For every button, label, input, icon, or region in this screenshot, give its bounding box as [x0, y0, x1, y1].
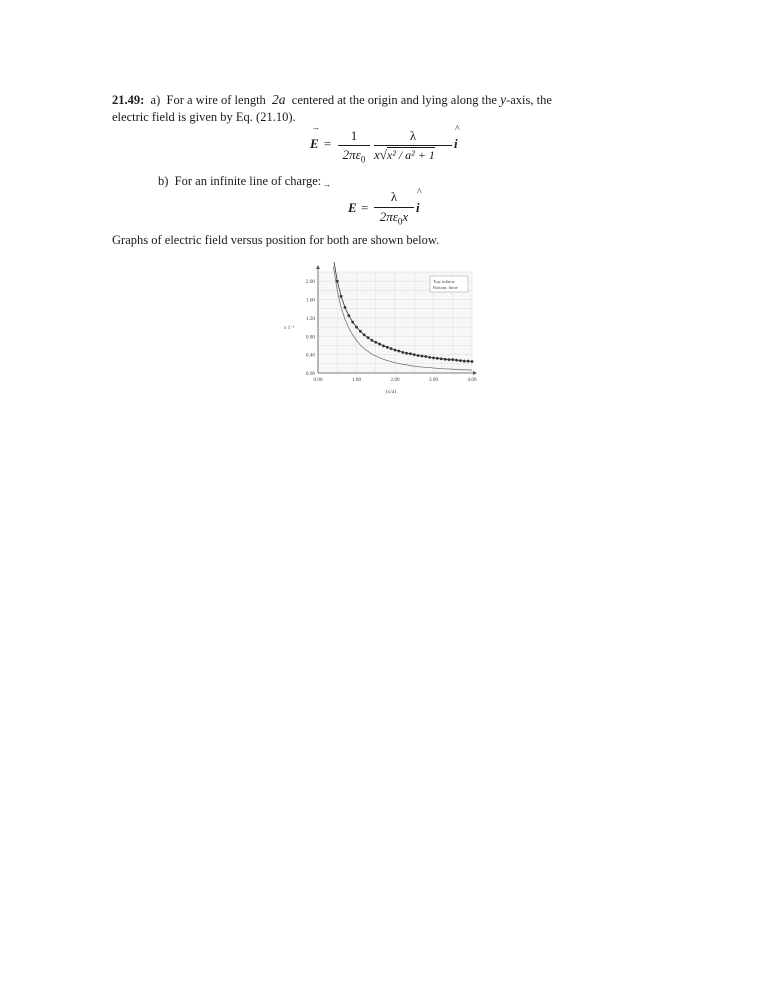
chart-legend	[430, 276, 468, 292]
x-tick-label: 2.00	[390, 377, 400, 383]
frac1-denominator: 2πε	[342, 147, 361, 162]
data-point-infinite	[378, 343, 381, 346]
legend-entry: Bottom: finite	[433, 285, 458, 290]
data-point-infinite	[340, 295, 343, 298]
equals-sign: =	[324, 136, 332, 151]
data-point-infinite	[344, 306, 347, 309]
vector-arrow-2: →	[322, 179, 331, 189]
field-vector-e-2: E	[348, 200, 357, 215]
data-point-infinite	[417, 354, 420, 357]
part-a-label: a)	[150, 93, 161, 107]
data-point-infinite	[367, 336, 370, 339]
legend-entry: Top: infinite	[433, 279, 455, 284]
eq2-numerator: λ	[390, 189, 398, 204]
part-a-paragraph	[112, 91, 652, 126]
y-axis-arrow	[316, 265, 320, 269]
problem-number: 21.49:	[112, 93, 145, 107]
frac2-den-x: x	[374, 147, 380, 162]
data-point-infinite	[444, 358, 447, 361]
data-point-infinite	[394, 349, 397, 352]
data-point-infinite	[436, 357, 439, 360]
part-a-text-post: -axis, the	[506, 93, 552, 107]
x-tick-label: 4.00	[467, 377, 477, 383]
data-point-infinite	[351, 321, 354, 324]
eq2-epsilon-subscript: 0	[397, 216, 403, 227]
data-point-infinite	[409, 352, 412, 355]
equation-infinite-line	[322, 179, 428, 229]
frac1-numerator: 1	[350, 128, 358, 143]
length-symbol: 2a	[272, 92, 286, 107]
data-point-infinite	[471, 360, 474, 363]
frac1-bar	[338, 145, 370, 146]
data-point-infinite	[386, 346, 389, 349]
part-a-text-mid: centered at the origin and lying along the	[291, 93, 497, 107]
x-tick-label: 3.00	[428, 377, 439, 383]
data-point-infinite	[363, 333, 366, 336]
y-axis-label: x 1⁻¹	[284, 326, 295, 331]
radicand: x² / a² + 1	[386, 148, 435, 162]
vector-arrow: →	[311, 122, 320, 132]
unit-vector-hat-2: ^	[417, 187, 422, 198]
conclusion-text: Graphs of electric field versus position for both are shown below.	[112, 233, 440, 247]
electric-field-chart	[282, 262, 482, 398]
unit-vector-i-2: i	[416, 200, 420, 215]
y-tick-label: 1.60	[305, 297, 315, 304]
y-tick-label: 1.20	[305, 315, 315, 322]
data-point-infinite	[440, 357, 443, 360]
data-point-infinite	[451, 358, 454, 361]
x-tick-label: 0.00	[313, 377, 323, 383]
data-point-infinite	[371, 339, 374, 342]
data-point-infinite	[459, 359, 462, 362]
x-axis-arrow	[473, 371, 477, 375]
unit-vector-hat: ^	[455, 124, 460, 135]
x-axis-label: (x/a)	[385, 389, 397, 395]
data-point-infinite	[448, 358, 451, 361]
frac2-bar	[374, 145, 452, 146]
data-point-infinite	[336, 280, 339, 283]
data-point-infinite	[413, 353, 416, 356]
data-point-infinite	[467, 360, 470, 363]
radical-sign: √	[379, 147, 387, 162]
y-tick-label: 2.00	[305, 279, 315, 286]
data-point-infinite	[432, 356, 435, 359]
equals-sign-2: =	[361, 200, 369, 215]
field-vector-e: E	[310, 136, 319, 151]
data-point-infinite	[382, 345, 385, 348]
unit-vector-i: i	[454, 136, 458, 151]
part-b-paragraph	[158, 174, 321, 189]
eq2-den-x: x	[402, 209, 409, 224]
data-point-infinite	[347, 314, 350, 317]
frac2-numerator: λ	[409, 128, 417, 143]
y-tick-label: 0.00	[305, 371, 315, 377]
part-b-text: For an infinite line of charge:	[174, 174, 322, 188]
eq2-frac-bar	[374, 207, 414, 208]
data-point-infinite	[424, 355, 427, 358]
y-tick-label: 0.40	[305, 352, 315, 359]
part-b-label: b)	[158, 174, 169, 188]
data-point-infinite	[401, 351, 404, 354]
part-a-line-2: electric field is given by Eq. (21.10).	[112, 110, 296, 124]
data-point-infinite	[397, 350, 400, 353]
data-point-infinite	[463, 360, 466, 363]
x-tick-label: 1.00	[351, 377, 362, 383]
data-point-infinite	[455, 359, 458, 362]
equation-finite-wire	[310, 122, 470, 168]
eq2-denominator: 2πε	[379, 209, 398, 224]
data-point-infinite	[428, 356, 431, 359]
data-point-infinite	[421, 355, 424, 358]
data-point-infinite	[405, 352, 408, 355]
data-point-infinite	[374, 341, 377, 344]
y-tick-label: 0.80	[305, 334, 315, 341]
epsilon-subscript: 0	[360, 154, 366, 165]
axis-symbol: y	[500, 92, 507, 107]
data-point-infinite	[390, 347, 393, 350]
data-point-infinite	[359, 330, 362, 333]
data-point-infinite	[355, 326, 358, 329]
part-a-text-pre: For a wire of length	[166, 93, 266, 107]
